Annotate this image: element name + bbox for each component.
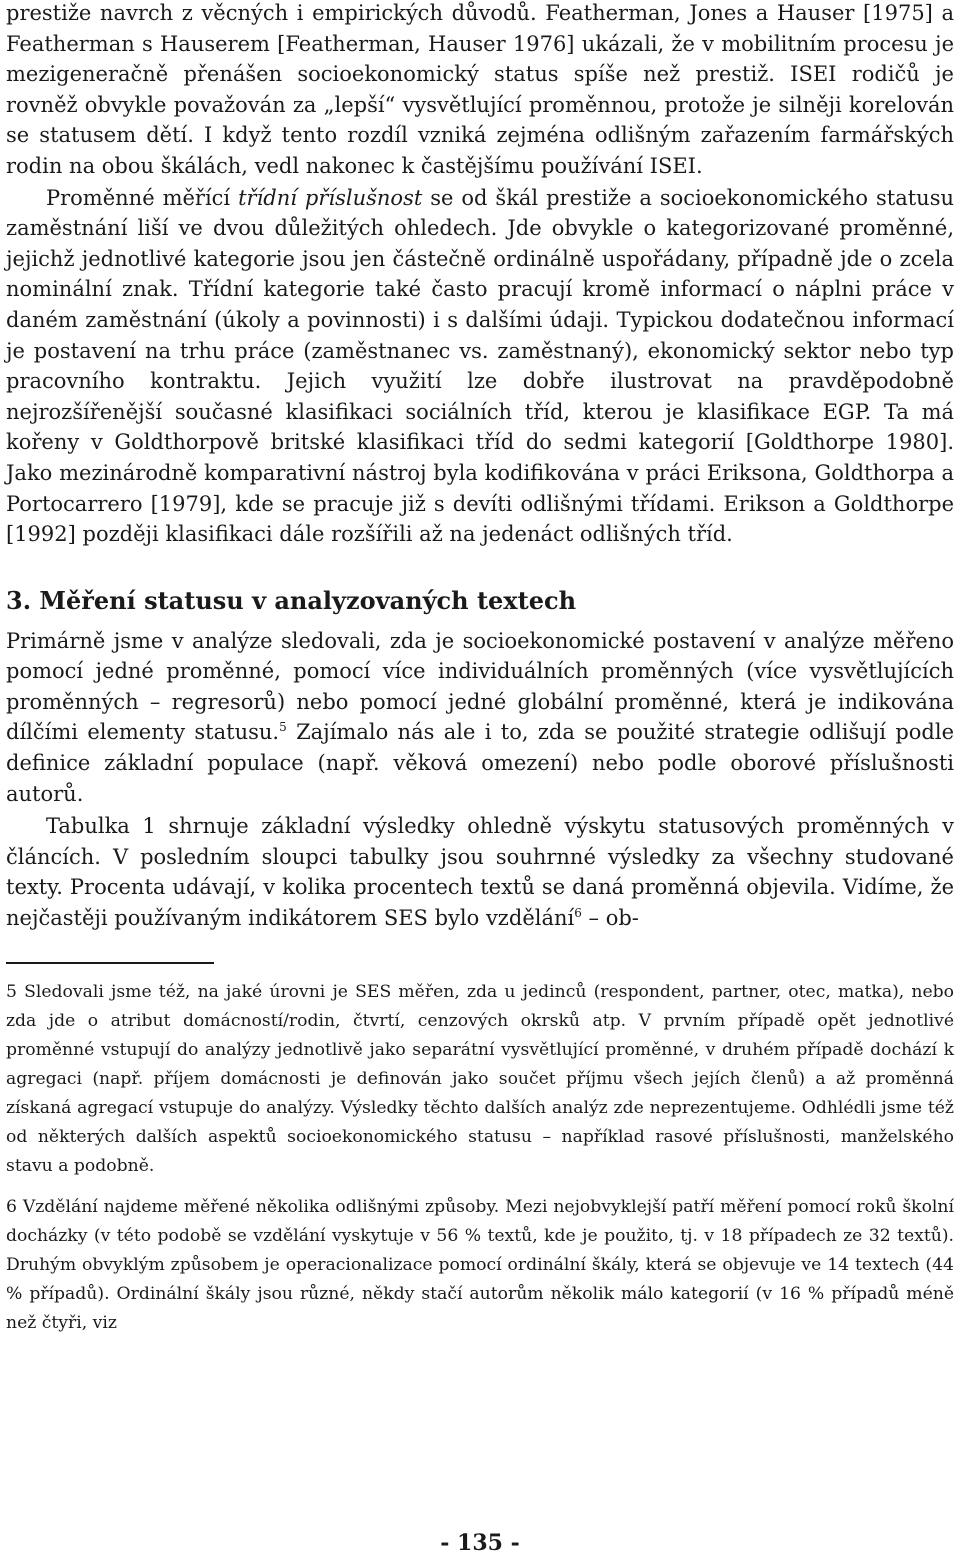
emphasized-term: třídní příslušnost bbox=[238, 185, 423, 210]
footnote-6: 6 Vzdělání najdeme měřené několika odlišnými způsoby. Mezi nejobvyklejší patří měření pomocí roků školní docházky (v této podobě se vzdělání vyskytuje v 56 % textů, kde je použito, tj. v 18 případech ze 32 textů). Druhým obvyklým způsobem je operacionalizace pomocí ordinální škály, která se objevuje ve 14 textech (44 % případů). Ordinální škály jsou různé, někdy stačí autorům několik málo kategorií (v 16 % případů méně než čtyři, viz bbox=[6, 1196, 954, 1333]
footnote-5: 5 Sledovali jsme též, na jaké úrovni je SES měřen, zda u jedinců (respondent, partner, otec, matka), nebo zda jde o atribut domácností/rodin, čtvrtí, cenzových okrsků atp. V prvním případě opět jednotlivé proměnné vstupují do analýzy jednotlivě jako separátní vysvětlující proměnné, v druhém případě dochází k agregaci (např. příjem domácnosti je definován jako součet příjmu všech jejích členů) a až proměnná získaná agregací vstupuje do analýzy. Výsledky těchto dalších analýz zde neprezentujeme. Odhlédli jsme též od některých dalších aspektů socioekonomického statusu – například rasové příslušnosti, manželského stavu a podobně. bbox=[6, 981, 954, 1176]
page-number: - 135 - bbox=[440, 1530, 520, 1556]
paragraph-class-membership bbox=[6, 183, 954, 550]
paragraph-status-measurement bbox=[6, 626, 954, 810]
paragraph-table-summary bbox=[6, 811, 954, 933]
paragraph-text-rest: Zajímalo nás ale i to, zda se použité strategie odlišují podle definice základní populace (např. věková omezení) nebo podle oborové příslušnosti autorů. bbox=[6, 720, 955, 806]
footnote-reference-5[interactable]: 5 bbox=[279, 720, 287, 735]
paragraph-continuation: prestiže navrch z věcných i empirických důvodů. Featherman, Jones a Hauser [1975] a Featherman s Hauserem [Featherman, Hauser 1976] ukázali, že v mobilitním procesu je mezigeneračně přenášen socioekonomický status spíše než prestiž. ISEI rodičů je rovněž obvykle považován za „lepší“ vysvětlující proměnnou, protože je silněji korelován se statusem dětí. I když tento rozdíl vzniká zejména odlišným zařazením farmářských rodin na obou škálách, vedl nakonec k častějšímu používání ISEI. bbox=[6, 1, 954, 178]
document-page bbox=[6, 0, 954, 1338]
section-heading: 3. Měření statusu v analyzovaných textech bbox=[6, 585, 577, 615]
paragraph-text-start: Tabulka 1 shrnuje základní výsledky ohledně výskytu statusových proměnných v článcích. V posledním sloupci tabulky jsou souhrnné výsledky za všechny studované texty. Procenta udávají, v kolika procentech textů se daná proměnná objevila. Vidíme, že nejčastěji používaným indikátorem SES bylo vzdělání bbox=[6, 814, 954, 931]
paragraph-text-start: Proměnné měřící bbox=[46, 185, 239, 210]
paragraph-text-start: Primárně jsme v analýze sledovali, zda je socioekonomické postavení v analýze měřeno pomocí jedné proměnné, pomocí více individuálních proměnných (více vysvětlujících proměnných – regresorů) nebo pomocí jedné globální proměnné, která je indikována dílčími elementy statusu. bbox=[6, 628, 954, 745]
paragraph-text-rest: – ob- bbox=[581, 906, 639, 931]
paragraph-text-rest: se od škál prestiže a socioekonomického statusu zaměstnání liší ve dvou důležitých ohledech. Jde obvykle o kategorizované proměnné, jejichž jednotlivé kategorie jsou jen částečně ordinálně uspořádany, případně jde o zcela nominální znak. Třídní kategorie také často pracují kromě informací o náplni práce v daném zaměstnání (úkoly a povinnosti) i s dalšími údaji. Typickou dodatečnou informací je postavení na trhu práce (zaměstnanec vs. zaměstnaný), ekonomický sektor nebo typ pracovního kontraktu. Jejich využití lze dobře ilustrovat na pravděpodobně nejrozšířenější současné klasifikaci sociálních tříd, kterou je klasifikace EGP. Ta má kořeny v Goldthorpově britské klasifikaci tříd do sedmi kategorií [Goldthorpe 1980]. Jako mezinárodně komparativní nástroj byla kodifikována v práci Eriksona, Goldthorpa a Portocarrero [1979], kde se pracuje již s devíti odlišnými třídami. Erikson a Goldthorpe [1992] později klasifikaci dále rozšířili až na jedenáct odlišných tříd. bbox=[6, 185, 954, 547]
footnote-reference-6[interactable]: 6 bbox=[574, 906, 582, 921]
footnote-separator bbox=[6, 962, 214, 964]
